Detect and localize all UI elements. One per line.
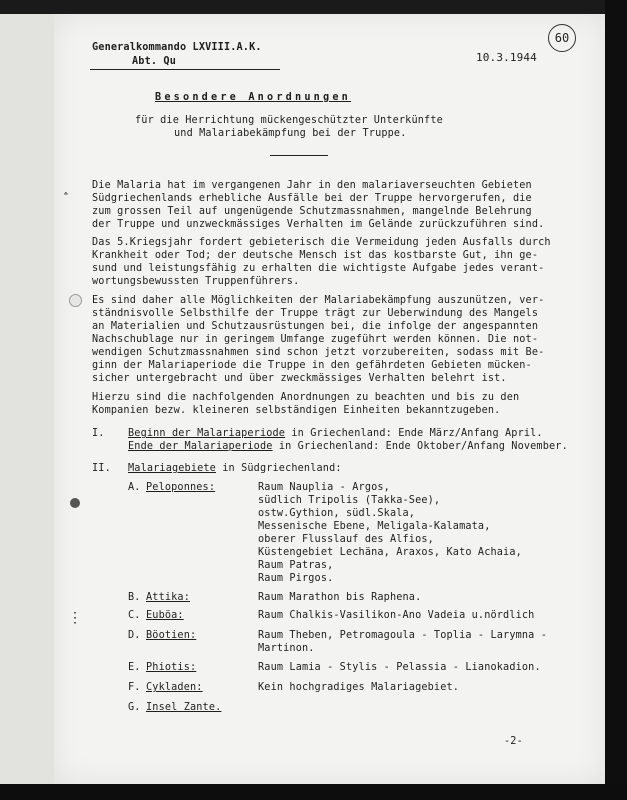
section-2-number: II. [92, 463, 111, 474]
p3-line: an Materialien und Schutzausrüstungen bei, die infolge der angespannten [92, 321, 539, 332]
doc-subtitle-1: für die Herrichtung mückengeschützter Unterkünfte [135, 115, 443, 126]
doc-subtitle-2: und Malariabekämpfung bei der Truppe. [174, 128, 407, 139]
region-name: Böotien: [146, 630, 197, 641]
p3-line: ständnisvolle Selbsthilfe der Truppe trägt zur Ueberwindung des Mangels [92, 308, 539, 319]
region-place: Raum Chalkis-Vasilikon-Ano Vadeia u.nördlich [258, 610, 535, 621]
punch-hole-upper [69, 294, 82, 307]
header-office: Generalkommando LXVIII.A.K. [92, 42, 262, 53]
p2-line: sund und leistungsfähig zu erhalten die wichtigste Aufgabe jedes verant- [92, 263, 545, 274]
p3-line: Es sind daher alle Möglichkeiten der Malariabekämpfung auszunützen, ver- [92, 295, 545, 306]
region-name: Cykladen: [146, 682, 203, 693]
section-1-number: I. [92, 428, 105, 439]
header-date: 10.3.1944 [476, 51, 537, 64]
section-1-text-begin: in Griechenland: Ende März/Anfang April. [285, 428, 543, 439]
region-place: Raum Pirgos. [258, 573, 334, 584]
p3-line: wendigen Schutzmassnahmen sind schon jetzt vorzubereiten, sodass mit Be- [92, 347, 545, 358]
region-letter: G. [128, 702, 141, 713]
p1-line: zum grossen Teil auf ungenügende Schutzmassnahmen, mangelnde Belehrung [92, 206, 532, 217]
header-underline [90, 69, 280, 70]
region-name: Insel Zante. [146, 702, 222, 713]
p2-line: wortungsbewussten Truppenführers. [92, 276, 300, 287]
section-2-heading [128, 463, 342, 474]
section-1-line-2 [128, 441, 568, 452]
region-place: Raum Patras, [258, 560, 334, 571]
region-letter: B. [128, 592, 141, 603]
doc-title: Besondere Anordnungen [155, 92, 352, 103]
p2-line: Das 5.Kriegsjahr fordert gebieterisch die Vermeidung jeden Ausfalls durch [92, 237, 551, 248]
region-place: oberer Flusslauf des Alfios, [258, 534, 434, 545]
section-2-label: Malariagebiete [128, 463, 216, 474]
page-mark: 60 [548, 24, 576, 52]
section-1-text-end: in Griechenland: Ende Oktober/Anfang November. [272, 441, 568, 452]
punch-hole-lower [70, 498, 80, 508]
p3-line: sicher untergebracht und über zweckmässiges Verhalten belehrt ist. [92, 373, 507, 384]
region-name: Peloponnes: [146, 482, 216, 493]
p4-line: Hierzu sind die nachfolgenden Anordnungen zu beachten und bis zu den [92, 392, 520, 403]
p1-line: Die Malaria hat im vergangenen Jahr in den malariaverseuchten Gebieten [92, 180, 532, 191]
p1-line: Südgriechenlands erhebliche Ausfälle bei der Truppe hervorgerufen, die [92, 193, 532, 204]
region-place: Raum Lamia - Stylis - Pelassia - Lianokadion. [258, 662, 541, 673]
section-1-label-begin: Beginn der Malariaperiode [128, 428, 286, 439]
region-place: Kein hochgradiges Malariagebiet. [258, 682, 460, 693]
region-name: Attika: [146, 592, 190, 603]
region-name: Phiotis: [146, 662, 197, 673]
region-letter: C. [128, 610, 141, 621]
region-place: ostw.Gythion, südl.Skala, [258, 508, 416, 519]
region-place: Messenische Ebene, Meligala-Kalamata, [258, 521, 491, 532]
section-1-label-end: Ende der Malariaperiode [128, 441, 273, 452]
header-dept: Abt. Qu [132, 56, 176, 67]
p3-line: Nachschublage nur in geringem Umfange zugeführt werden können. Die not- [92, 334, 539, 345]
region-place: südlich Tripolis (Takka-See), [258, 495, 441, 506]
region-letter: E. [128, 662, 141, 673]
scan-frame-top [0, 0, 627, 14]
region-letter: F. [128, 682, 141, 693]
title-separator [270, 155, 328, 156]
scan-frame-bottom [0, 784, 627, 800]
region-place: Raum Nauplia - Argos, [258, 482, 390, 493]
region-place: Küstengebiet Lechäna, Araxos, Kato Achaia, [258, 547, 522, 558]
p4-line: Kompanien bezw. kleineren selbständigen Einheiten bekanntzugeben. [92, 405, 501, 416]
left-margin-strip [0, 0, 54, 800]
section-2-text: in Südgriechenland: [215, 463, 342, 474]
region-letter: D. [128, 630, 141, 641]
margin-mark-2: ⋮ [68, 610, 83, 626]
scan-frame-right [605, 0, 627, 800]
p2-line: Krankheit oder Tod; der deutsche Mensch ist das kostbarste Gut, ihn ge- [92, 250, 539, 261]
p1-line: der Truppe und unzweckmässiges Verhalten im Gelände zurückzuführen sind. [92, 219, 545, 230]
region-letter: A. [128, 482, 141, 493]
region-place: Martinon. [258, 643, 315, 654]
p3-line: ginn der Malariaperiode die Truppe in den gefährdeten Gebieten mücken- [92, 360, 532, 371]
region-name: Euböa: [146, 610, 184, 621]
region-place: Raum Marathon bis Raphena. [258, 592, 422, 603]
region-place: Raum Theben, Petromagoula - Toplia - Larymna - [258, 630, 548, 641]
section-1-line-1 [128, 428, 543, 439]
next-page-marker: -2- [504, 736, 523, 747]
